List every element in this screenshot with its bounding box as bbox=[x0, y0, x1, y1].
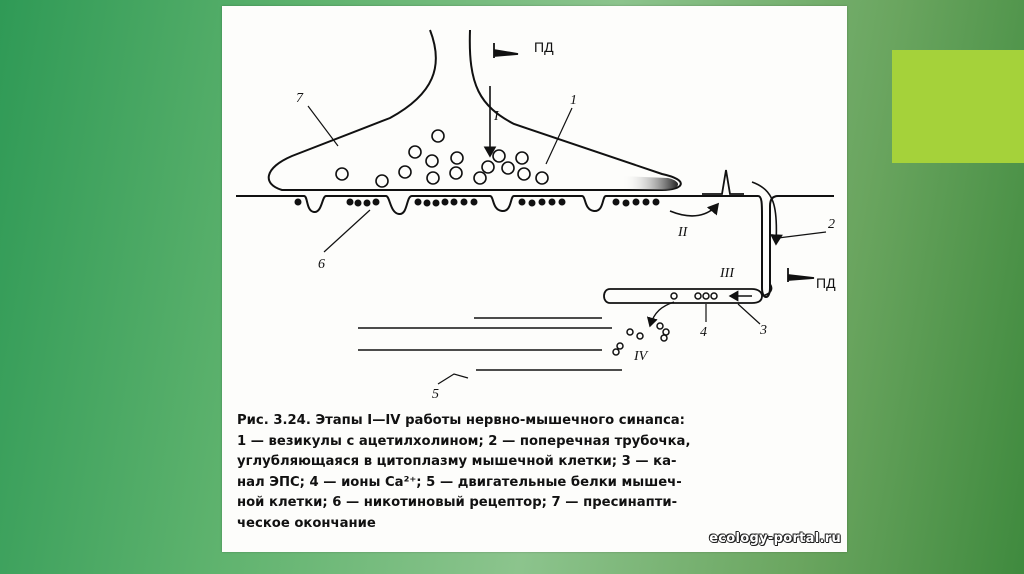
label-stage-3: III bbox=[720, 266, 734, 281]
caption-line: углубляющаяся в цитоплазму мышечной клетки; 3 — ка- bbox=[237, 454, 677, 469]
caption-line: нал ЭПС; 4 — ионы Ca²⁺; 5 — двигательные белки мышеч- bbox=[237, 474, 682, 490]
label-num-3: 3 bbox=[760, 323, 767, 338]
label-num-5: 5 bbox=[432, 387, 439, 402]
motor-proteins bbox=[358, 318, 622, 370]
synapse-diagram bbox=[222, 6, 847, 411]
leader-5 bbox=[438, 374, 468, 384]
leader-7 bbox=[308, 106, 338, 146]
label-num-6: 6 bbox=[318, 257, 325, 272]
accent-box bbox=[892, 50, 1024, 163]
label-stage-4: IV bbox=[634, 349, 648, 364]
label-pd-right: ПД bbox=[816, 275, 836, 291]
synapse-figure bbox=[222, 6, 847, 552]
pd-top-marker bbox=[494, 43, 518, 58]
leader-3 bbox=[738, 304, 760, 324]
caption-line: 1 — везикулы с ацетилхолином; 2 — поперечная трубочка, bbox=[237, 433, 691, 449]
label-pd-top: ПД bbox=[534, 39, 554, 55]
leader-lines bbox=[308, 106, 826, 384]
leader-6 bbox=[324, 210, 370, 252]
label-stage-2: II bbox=[678, 225, 688, 240]
leader-2 bbox=[778, 232, 826, 238]
postsynaptic-membrane bbox=[236, 196, 834, 297]
arrow-stage-4 bbox=[650, 302, 674, 326]
action-potential-spike bbox=[702, 170, 744, 194]
figure-caption bbox=[237, 411, 837, 534]
caption-line: ной клетки; 6 — никотиновый рецептор; 7 — пресинапти- bbox=[237, 495, 678, 510]
label-num-2: 2 bbox=[828, 217, 835, 232]
caption-line: ческое окончание bbox=[237, 515, 376, 531]
label-stage-1: I bbox=[494, 109, 499, 124]
presynaptic-terminal bbox=[269, 30, 681, 190]
label-num-1: 1 bbox=[570, 93, 577, 108]
caption-line: Рис. 3.24. Этапы I—IV работы нервно-мышечного синапса: bbox=[237, 413, 685, 428]
arrow-t-tubule bbox=[752, 182, 776, 244]
label-num-7: 7 bbox=[296, 91, 303, 106]
nicotinic-receptors bbox=[295, 199, 660, 207]
vesicles bbox=[336, 130, 548, 187]
watermark: ecology-portal.ru bbox=[709, 531, 841, 546]
arrow-stage-2 bbox=[670, 204, 718, 216]
terminal-tip bbox=[622, 176, 678, 190]
label-num-4: 4 bbox=[700, 325, 707, 340]
pd-right-marker bbox=[788, 268, 814, 282]
